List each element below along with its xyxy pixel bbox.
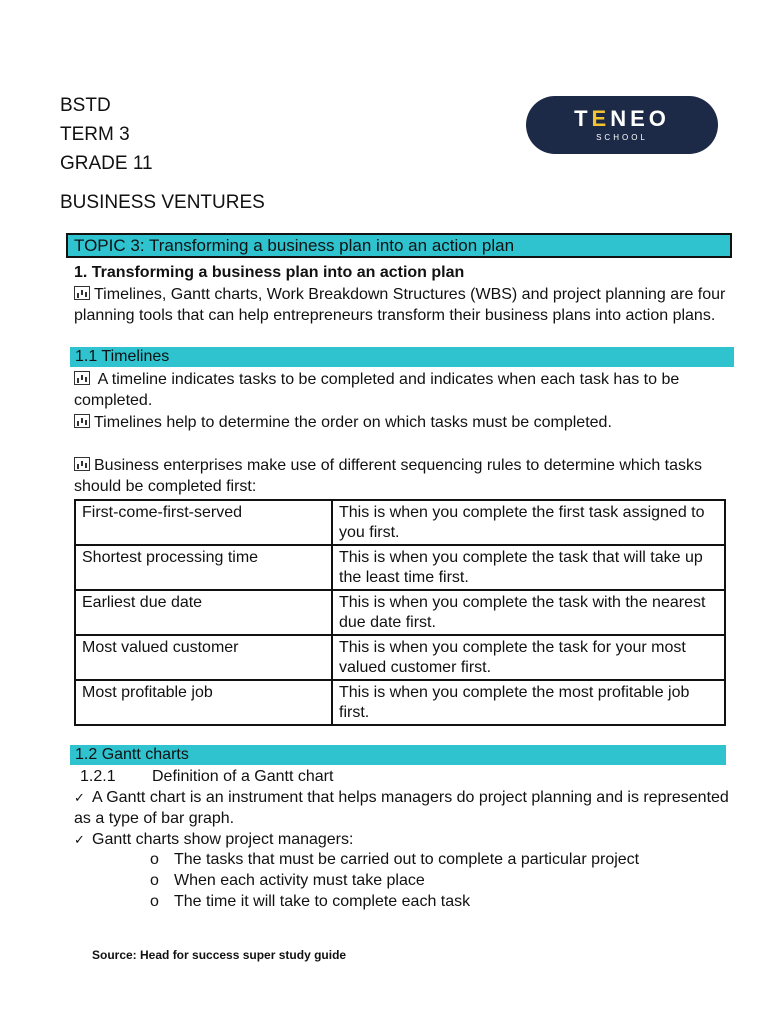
table-row [75, 500, 725, 545]
grade-label: GRADE 11 [60, 153, 153, 174]
pushpin-icon: ✓ [74, 790, 85, 805]
bullet-text: When each activity must take place [174, 872, 425, 889]
intro-paragraph [74, 284, 736, 326]
rule-description: This is when you complete the task that will take up the least time first. [332, 545, 725, 590]
bullet-text: The time it will take to complete each task [174, 893, 471, 910]
bar-chart-icon [74, 371, 90, 385]
table-row [75, 545, 725, 590]
term-label: TERM 3 [60, 124, 130, 145]
rule-name: First-come-first-served [75, 500, 332, 545]
rule-description: This is when you complete the task with the nearest due date first. [332, 590, 725, 635]
gantt-point [74, 787, 736, 829]
rule-description: This is when you complete the task for your most valued customer first. [332, 635, 725, 680]
pushpin-icon: ✓ [74, 832, 85, 847]
rule-name: Earliest due date [75, 590, 332, 635]
intro-text: Timelines, Gantt charts, Work Breakdown Structures (WBS) and project planning are four planning tools that can help entrepreneurs transform their business plans into action plans. [74, 286, 726, 324]
list-item [150, 891, 704, 912]
rule-description: This is when you complete the first task assigned to you first. [332, 500, 725, 545]
gantt-point [74, 829, 736, 850]
rule-name: Shortest processing time [75, 545, 332, 590]
bullet-text: The tasks that must be carried out to complete a particular project [174, 851, 640, 868]
subsection-number: 1.2.1 [80, 768, 116, 785]
table-row [75, 590, 725, 635]
bar-chart-icon [74, 457, 90, 471]
timeline-point [74, 412, 736, 433]
gantt-bullet-list [150, 849, 704, 912]
bar-chart-icon [74, 286, 90, 300]
gantt-point-text: A Gantt chart is an instrument that helps managers do project planning and is represented as a type of bar graph. [74, 789, 729, 827]
rule-name: Most profitable job [75, 680, 332, 725]
source-citation: Source: Head for success super study guide [92, 948, 347, 962]
list-item [150, 849, 704, 870]
timeline-point [74, 369, 736, 411]
list-item [150, 870, 704, 891]
bullet-marker: o [150, 851, 159, 868]
sequencing-rules-table [74, 499, 726, 726]
bullet-marker: o [150, 893, 159, 910]
section-heading: 1. Transforming a business plan into an action plan [74, 264, 465, 281]
subsection-title: Definition of a Gantt chart [152, 768, 334, 785]
gantt-point-text: Gantt charts show project managers: [92, 831, 354, 848]
subsection-heading [80, 766, 333, 787]
timeline-point [74, 455, 736, 497]
table-row [75, 680, 725, 725]
timeline-point-text: A timeline indicates tasks to be completed and indicates when each task has to be completed. [74, 371, 680, 409]
rule-description: This is when you complete the most profitable job first. [332, 680, 725, 725]
course-code: BSTD [60, 95, 111, 116]
timeline-point-text: Business enterprises make use of different sequencing rules to determine which tasks should be completed first: [74, 457, 703, 495]
subject-title: BUSINESS VENTURES [60, 192, 265, 213]
logo-subtext: SCHOOL [596, 133, 648, 142]
logo-brand: TENEO [574, 106, 670, 131]
gantt-heading: 1.2 Gantt charts [70, 745, 726, 765]
rule-name: Most valued customer [75, 635, 332, 680]
bullet-marker: o [150, 872, 159, 889]
teneo-school-logo [526, 96, 718, 154]
table-row [75, 635, 725, 680]
bar-chart-icon [74, 414, 90, 428]
timeline-point-text: Timelines help to determine the order on which tasks must be completed. [94, 414, 612, 431]
timelines-heading: 1.1 Timelines [70, 347, 734, 367]
topic-heading: TOPIC 3: Transforming a business plan into an action plan [66, 233, 732, 258]
